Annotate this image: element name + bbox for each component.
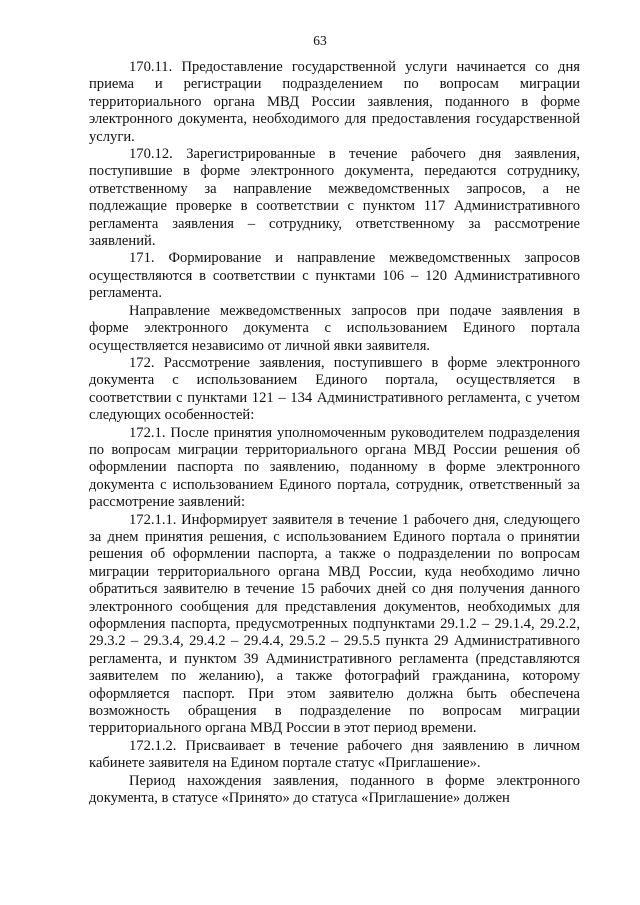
paragraph-171: 171. Формирование и направление межведомственных запросов осуществляются в соответствии с пунктами 106 – 120 Административного регламента. — [89, 250, 580, 302]
paragraph-170-11: 170.11. Предоставление государственной услуги начинается со дня приема и регистрации подразделением по вопросам миграции территориального органа МВД России заявления, поданного в форме электронного документа, необходимого для предоставления государственной услуги. — [89, 59, 580, 145]
paragraph-172: 172. Рассмотрение заявления, поступившего в форме электронного документа с использованием Единого портала, осуществляется в соответствии с пунктами 121 – 134 Административного регламента, с учетом следующих особенностей: — [89, 354, 580, 424]
page-number: 63 — [313, 33, 327, 48]
paragraph-172-1: 172.1. После принятия уполномоченным руководителем подразделения по вопросам миграции территориального органа МВД России решения об оформлении паспорта по заявлению, поданному в форме электронного документа с использованием Единого портала, сотрудник, ответственный за рассмотрение заявлений: — [89, 424, 580, 511]
paragraph-172-1-2: 172.1.2. Присваивает в течение рабочего дня заявлению в личном кабинете заявителя на Едином портале статус «Приглашение». — [89, 737, 580, 772]
paragraph-172-1-1: 172.1.1. Информирует заявителя в течение 1 рабочего дня, следующего за днем принятия решения, с использованием Единого портала о принятии решения об оформлении паспорта, а также о подразделении по вопросам миграции территориального органа МВД России, куда необходимо лично обратиться заявителю в течение 15 рабочих дней со дня получения данного электронного сообщения для представления документов, необходимых для оформления паспорта, предусмотренных подпунктами 29.1.2 – 29.1.4, 29.2.2, 29.3.2 – 29.3.4, 29.4.2 – 29.4.4, 29.5.2 – 29.5.5 пункта 29 Административного регламента, и пунктом 39 Административного регламента (представляются заявителем по желанию), а также фотографий гражданина, которому оформляется паспорт. При этом заявителю должна быть обеспечена возможность обращения в подразделение по вопросам миграции территориального органа МВД России в этот период времени. — [89, 511, 580, 737]
paragraph-period: Период нахождения заявления, поданного в форме электронного документа, в статусе «Принято» до статуса «Приглашение» должен — [89, 772, 580, 807]
paragraph-171-interagency: Направление межведомственных запросов при подаче заявления в форме электронного документа с использованием Единого портала осуществляется независимо от личной явки заявителя. — [89, 302, 580, 354]
text-body — [89, 59, 580, 807]
paragraph-170-12: 170.12. Зарегистрированные в течение рабочего дня заявления, поступившие в форме электронного документа, передаются сотруднику, ответственному за направление межведомственных запросов, а не подлежащие проверке в соответствии с пунктом 117 Административного регламента заявления – сотруднику, ответственному за рассмотрение заявлений. — [89, 146, 580, 250]
